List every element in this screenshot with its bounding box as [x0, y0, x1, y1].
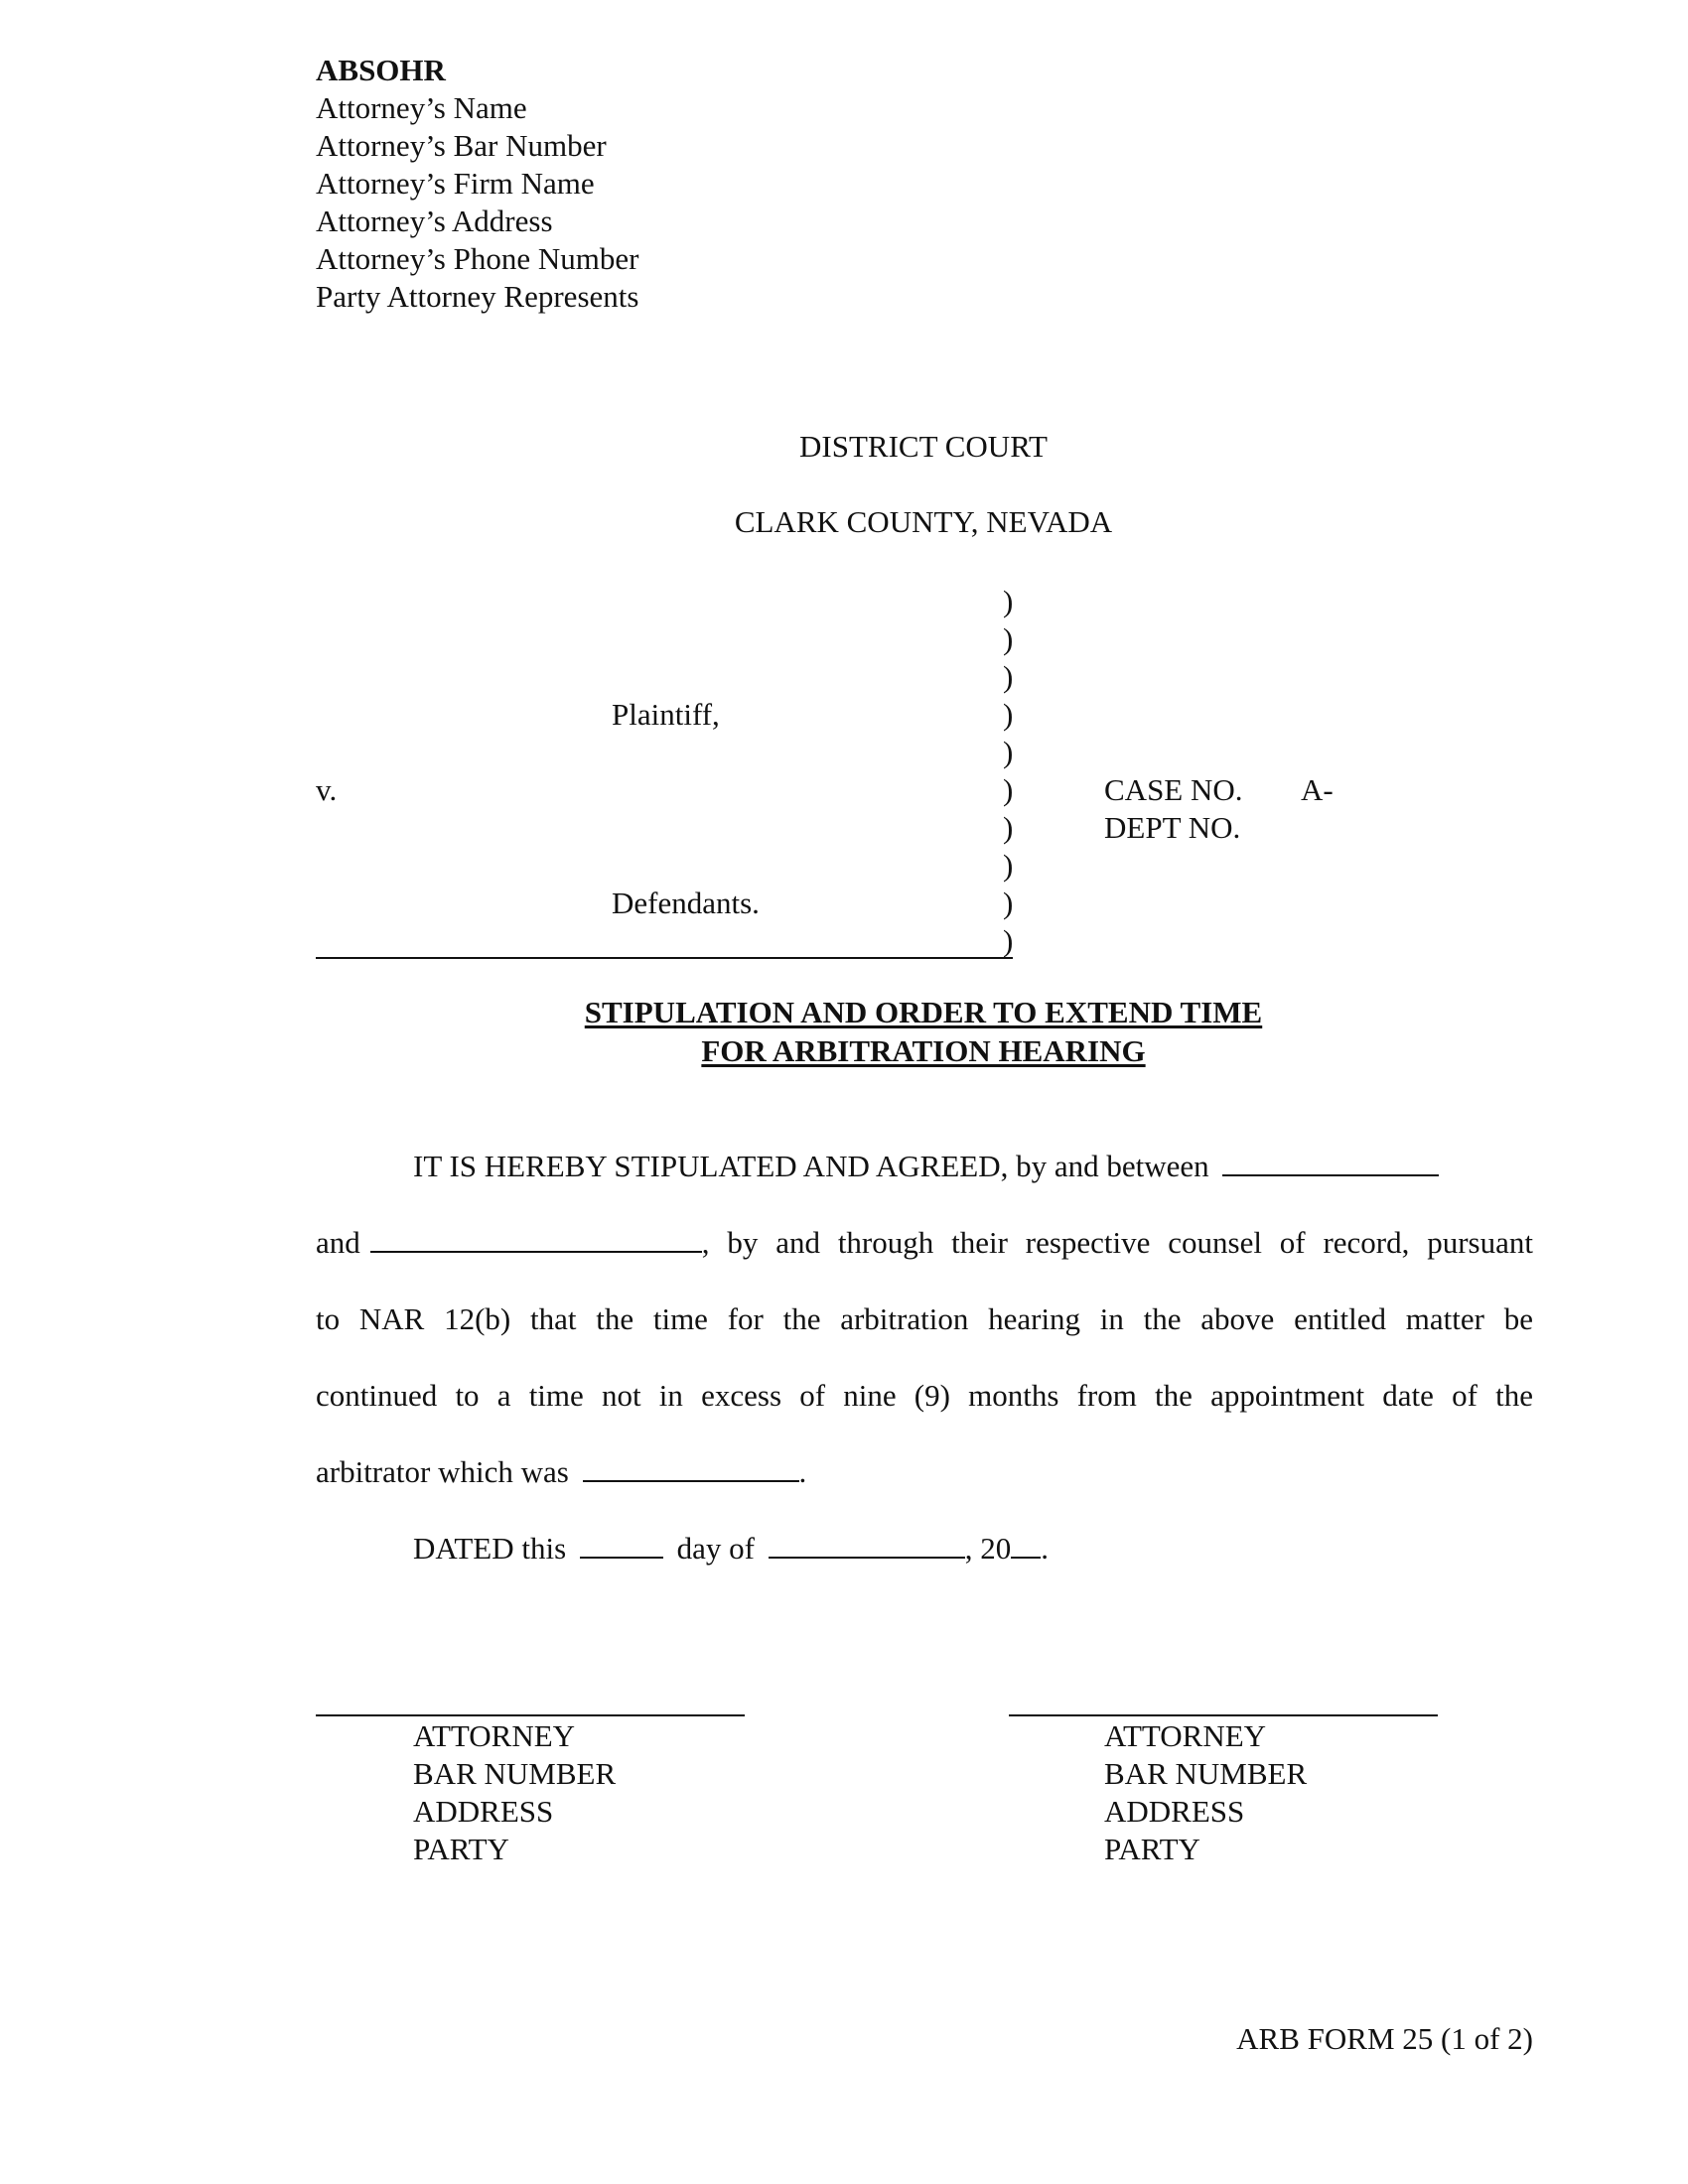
- sig-party: PARTY: [413, 1832, 509, 1866]
- year-blank[interactable]: [1011, 1533, 1041, 1559]
- document-title-line1: STIPULATION AND ORDER TO EXTEND TIME: [584, 995, 1263, 1029]
- form-footer-label: ARB FORM 25 (1 of 2): [1236, 2021, 1533, 2056]
- and-text: and: [316, 1225, 360, 1260]
- attorney-address: Attorney’s Address: [316, 204, 553, 238]
- sig-party: PARTY: [1104, 1832, 1200, 1866]
- counsel-text: , by and through their respective counsel of record, pursuant: [701, 1225, 1533, 1260]
- party-one-blank[interactable]: [1222, 1151, 1439, 1176]
- attorney-name: Attorney’s Name: [316, 90, 527, 125]
- sig-bar-number: BAR NUMBER: [413, 1756, 617, 1791]
- caption-underline: [316, 957, 1013, 959]
- signature-block-left: [413, 1717, 616, 1868]
- sig-attorney: ATTORNEY: [413, 1718, 576, 1753]
- caption-paren: ): [1003, 621, 1014, 656]
- month-blank[interactable]: [769, 1533, 965, 1559]
- party-represented: Party Attorney Represents: [316, 279, 639, 314]
- caption-paren: ): [1003, 810, 1014, 845]
- body-line-1: [413, 1149, 1439, 1184]
- versus-label: v.: [316, 772, 338, 807]
- stipulation-text: IT IS HEREBY STIPULATED AND AGREED, by and between: [413, 1149, 1209, 1183]
- attorney-bar-number: Attorney’s Bar Number: [316, 128, 607, 163]
- body-line-3: to NAR 12(b) that the time for the arbitration hearing in the above entitled matter be: [316, 1301, 1533, 1336]
- body-line-5: [316, 1454, 806, 1490]
- dated-line: [413, 1531, 1049, 1567]
- arbitrator-text: arbitrator which was: [316, 1454, 569, 1489]
- caption-paren: ): [1003, 923, 1014, 958]
- plaintiff-label: Plaintiff,: [612, 697, 720, 732]
- party-two-blank[interactable]: [370, 1227, 702, 1253]
- attorney-header-block: [316, 52, 638, 316]
- caption-paren: ): [1003, 772, 1014, 807]
- caption-paren: ): [1003, 735, 1014, 769]
- caption-paren: ): [1003, 848, 1014, 883]
- dated-text: DATED this: [413, 1531, 567, 1566]
- period: .: [798, 1454, 807, 1489]
- court-county: CLARK COUNTY, NEVADA: [734, 504, 1113, 539]
- court-name: DISTRICT COURT: [799, 429, 1048, 464]
- day-of-text: day of: [676, 1531, 755, 1566]
- sig-address: ADDRESS: [413, 1794, 554, 1829]
- document-title-line2: FOR ARBITRATION HEARING: [701, 1033, 1146, 1068]
- sig-attorney: ATTORNEY: [1104, 1718, 1267, 1753]
- body-line-4: continued to a time not in excess of nine (9) months from the appointment date of the: [316, 1378, 1533, 1413]
- signature-line-right[interactable]: [1009, 1714, 1438, 1716]
- attorney-phone: Attorney’s Phone Number: [316, 241, 639, 276]
- case-no-label: CASE NO.: [1104, 772, 1243, 807]
- appointment-date-blank[interactable]: [583, 1456, 799, 1482]
- sig-bar-number: BAR NUMBER: [1104, 1756, 1308, 1791]
- caption-paren: ): [1003, 584, 1014, 618]
- body-line-2: [316, 1225, 1533, 1261]
- defendants-label: Defendants.: [612, 886, 760, 920]
- signature-block-right: [1104, 1717, 1307, 1868]
- attorney-firm-name: Attorney’s Firm Name: [316, 166, 595, 201]
- caption-paren: ): [1003, 886, 1014, 920]
- year-end: .: [1041, 1531, 1049, 1566]
- day-blank[interactable]: [580, 1533, 663, 1559]
- case-no-value: A-: [1301, 772, 1334, 807]
- caption-paren: ): [1003, 697, 1014, 732]
- sig-address: ADDRESS: [1104, 1794, 1245, 1829]
- signature-line-left[interactable]: [316, 1714, 745, 1716]
- form-code: ABSOHR: [316, 53, 446, 87]
- dept-no-label: DEPT NO.: [1104, 810, 1241, 845]
- caption-paren: ): [1003, 659, 1014, 694]
- year-prefix: , 20: [964, 1531, 1012, 1566]
